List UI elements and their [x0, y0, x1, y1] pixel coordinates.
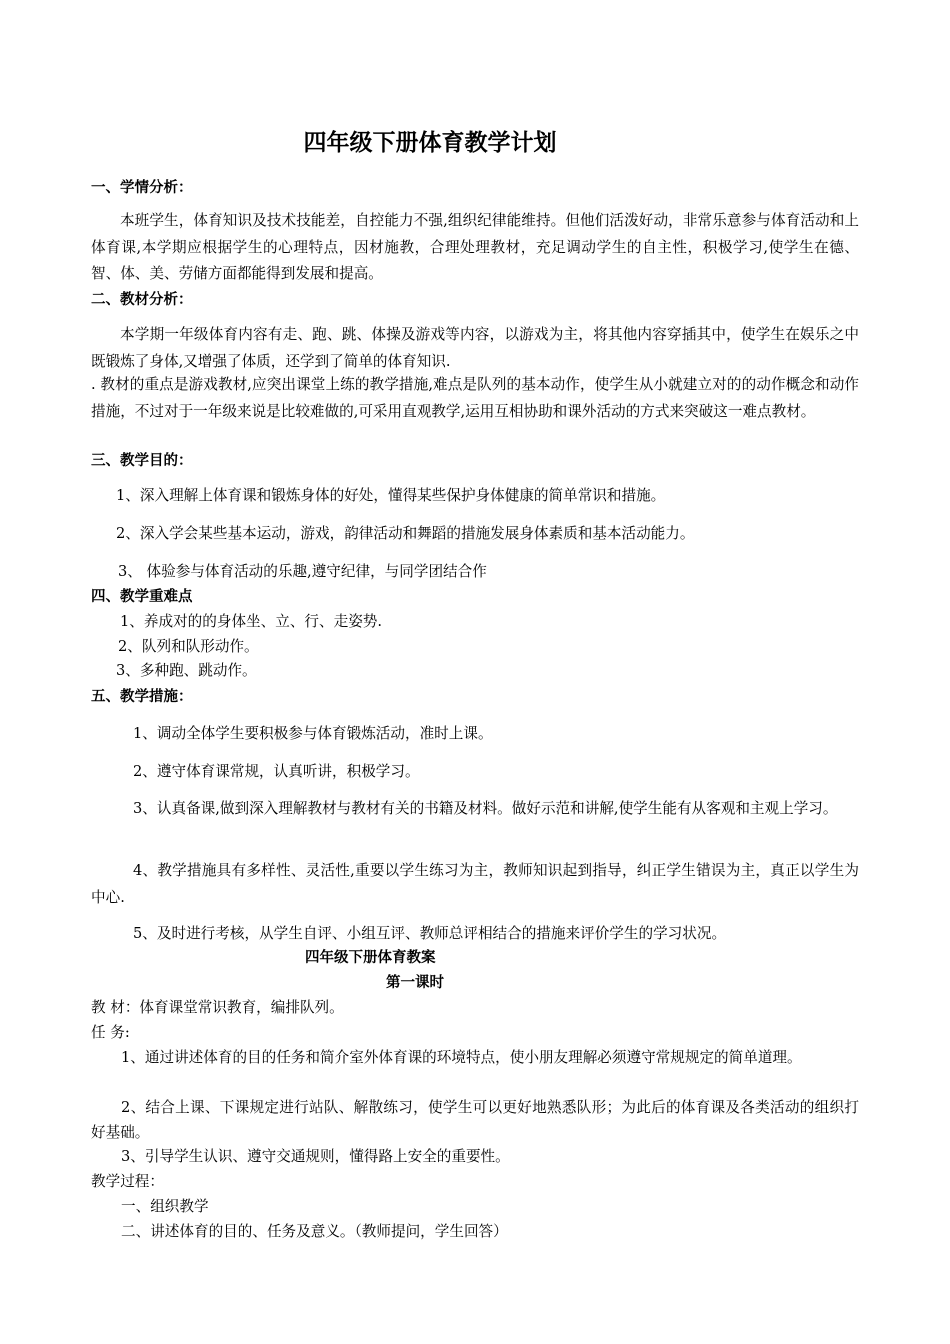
lesson-task-1: 1、通过讲述体育的目的任务和简介室外体育课的环境特点，使小朋友理解必须遵守常规规定的简单道理。 [121, 1049, 802, 1066]
key-point-item-2: 2、队列和队形动作。 [118, 638, 259, 655]
measure-item-1: 1、调动全体学生要积极参与体育锻炼活动，准时上课。 [133, 725, 493, 742]
lesson-process-step-1: 一、组织教学 [121, 1198, 209, 1215]
goal-item-1: 1、深入理解上体育课和锻炼身体的好处，懂得某些保护身体健康的简单常识和措施。 [116, 487, 666, 504]
section-heading-teaching-goals: 三、教学目的： [91, 453, 193, 469]
document-title: 四年级下册体育教学计划 [303, 130, 557, 156]
lesson-process-step-2: 二、讲述体育的目的、任务及意义。（教师提问，学生回答） [121, 1223, 508, 1240]
measure-item-3: 3、认真备课,做到深入理解教材与教材有关的书籍及材料。做好示范和讲解,使学生能有从客观和主观上学习。 [133, 800, 838, 817]
key-point-item-3: 3、多种跑、跳动作。 [116, 662, 257, 679]
section-heading-student-analysis: 一、学情分析： [91, 180, 193, 196]
goal-item-3: 3、 体验参与体育活动的乐趣,遵守纪律，与同学团结合作 [118, 563, 487, 580]
lesson-plan-title: 四年级下册体育教案 [305, 950, 436, 966]
lesson-process-label: 教学过程： [91, 1173, 164, 1190]
goal-item-2: 2、深入学会某些基本运动，游戏，韵律活动和舞蹈的措施发展身体素质和基本活动能力。 [116, 525, 695, 542]
measure-item-5: 5、及时进行考核，从学生自评、小组互评、教师总评相结合的措施来评价学生的学习状况。 [133, 925, 727, 942]
measure-item-2: 2、遵守体育课常规，认真听讲，积极学习。 [133, 763, 420, 780]
key-point-item-1: 1、养成对的的身体坐、立、行、走姿势. [120, 613, 383, 630]
lesson-task-label: 任 务: [91, 1024, 130, 1041]
lesson-task-2: 2、结合上课、下课规定进行站队、解散练习，使学生可以更好地熟悉队形；为此后的体育课及各类活动的组织打好基础。 [91, 1099, 859, 1141]
section-heading-key-points: 四、教学重难点 [91, 589, 193, 605]
measure-item-4: 4、教学措施具有多样性、灵活性,重要以学生练习为主，教师知识起到指导，纠正学生错误为主，真正以学生为中心. [91, 862, 859, 906]
section-heading-material-analysis: 二、教材分析： [91, 292, 193, 308]
lesson-task-3: 3、引导学生认识、遵守交通规则，懂得路上安全的重要性。 [121, 1148, 510, 1165]
lesson-period: 第一课时 [386, 975, 444, 991]
section-heading-teaching-measures: 五、教学措施： [91, 689, 193, 705]
paragraph-material-focus: . 教材的重点是游戏教材,应突出课堂上练的教学措施,难点是队列的基本动作，使学生从小就建立对的的动作概念和动作措施，不过对于一年级来说是比较难做的,可采用直观教学,运用互相协助和课外活动的方式来突破这一难点教材。 [91, 376, 859, 420]
paragraph-material-content: 本学期一年级体育内容有走、跑、跳、体操及游戏等内容，以游戏为主，将其他内容穿插其中，使学生在娱乐之中既锻炼了身体,又增强了体质，还学到了简单的体育知识. [91, 326, 859, 370]
paragraph-student-analysis: 本班学生，体育知识及技术技能差，自控能力不强,组织纪律能维持。但他们活泼好动，非常乐意参与体育活动和上体育课,本学期应根据学生的心理特点，因材施教，合理处理教材，充足调动学生的自主性，积极学习,使学生在德、智、体、美、劳储方面都能得到发展和提高。 [91, 212, 859, 282]
lesson-material: 教 材：体育课堂常识教育，编排队列。 [91, 999, 344, 1016]
